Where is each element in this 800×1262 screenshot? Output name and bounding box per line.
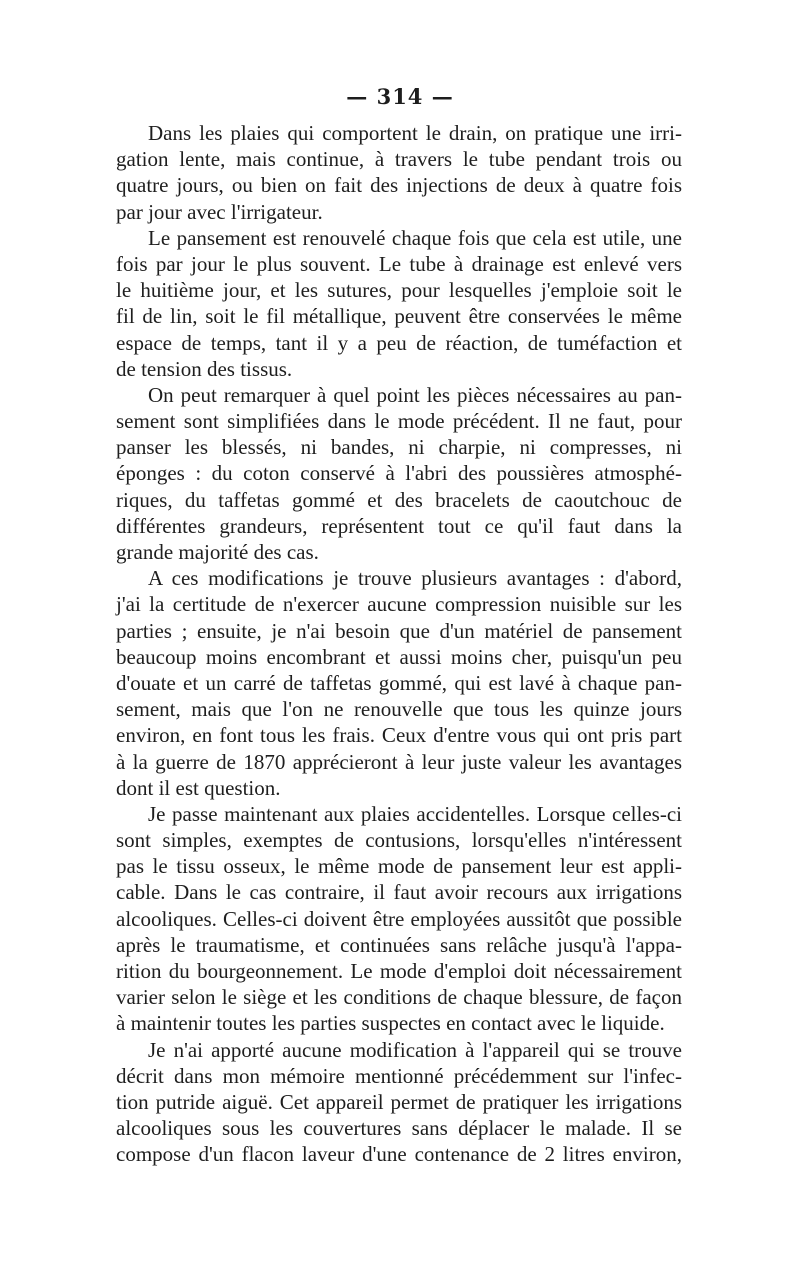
text-line: j'ai la certitude de n'exercer aucune compression nuisible sur les [116,592,682,617]
text-line: sement sont simplifiées dans le mode précédent. Il ne faut, pour [116,409,682,434]
text-line: cable. Dans le cas contraire, il faut avoir recours aux irrigations [116,880,682,905]
paragraph [116,565,682,801]
text-line: pas le tissu osseux, le même mode de pansement leur est appli- [116,854,682,879]
text-line: fil de lin, soit le fil métallique, peuvent être conservées le même [116,304,682,329]
paragraph [116,382,682,565]
text-line: grande majorité des cas. [116,540,319,564]
text-line: Je passe maintenant aux plaies accidentelles. Lorsque celles-ci [148,801,682,826]
text-line: panser les blessés, ni bandes, ni charpie, ni compresses, ni [116,435,682,460]
text-line: quatre jours, ou bien on fait des injections de deux à quatre fois [116,173,682,198]
text-line: Le pansement est renouvelé chaque fois que cela est utile, une [148,225,682,250]
paragraph [116,1037,682,1168]
paragraph [116,801,682,1037]
text-line: Dans les plaies qui comportent le drain, on pratique une irri- [148,121,682,145]
text-line: d'ouate et un carré de taffetas gommé, qui est lavé à chaque pan- [116,670,682,695]
text-line: tion putride aiguë. Cet appareil permet de pratiquer les irrigations [116,1089,682,1114]
text-line: compose d'un flacon laveur d'une contenance de 2 litres environ, [116,1142,682,1167]
text-line: de tension des tissus. [116,356,293,381]
text-line: éponges : du coton conservé à l'abri des poussières atmosphé- [116,461,682,486]
text-line: environ, en font tous les frais. Ceux d'entre vous qui ont pris part [116,723,682,748]
text-line: beaucoup moins encombrant et aussi moins cher, puisqu'un peu [116,644,682,669]
paragraph [116,120,682,225]
text-line: après le traumatisme, et continuées sans relâche jusqu'à l'appa- [116,932,682,957]
text-line: fois par jour le plus souvent. Le tube à drainage est enlevé vers [116,251,682,276]
text-line: décrit dans mon mémoire mentionné précédemment sur l'infec- [116,1063,682,1088]
page-number: — 314 — [346,84,454,109]
text-line: On peut remarquer à quel point les pièces nécessaires au pan- [148,382,682,407]
text-line: différentes grandeurs, représentent tout ce qu'il faut dans la [116,513,682,538]
text-line: à maintenir toutes les parties suspectes en contact avec le liquide. [116,1011,665,1036]
text-line: le huitième jour, et les sutures, pour lesquelles j'emploie soit le [116,278,682,303]
body-text [116,120,682,1168]
text-line: rition du bourgeonnement. Le mode d'emploi doit nécessairement [116,959,682,983]
text-line: riques, du taffetas gommé et des bracelets de caoutchouc de [116,487,682,512]
text-line: varier selon le siège et les conditions de chaque blessure, de façon [116,985,682,1010]
text-line: dont il est question. [116,775,281,800]
text-line: à la guerre de 1870 apprécieront à leur juste valeur les avantages [116,749,682,774]
text-line: gation lente, mais continue, à travers le tube pendant trois ou [116,147,682,172]
text-line: sont simples, exemptes de contusions, lorsqu'elles n'intéressent [116,828,682,853]
paragraph [116,225,682,382]
text-line: alcooliques. Celles-ci doivent être employées aussitôt que possible [116,906,682,931]
text-line: A ces modifications je trouve plusieurs avantages : d'abord, [148,566,682,591]
text-line: sement, mais que l'on ne renouvelle que tous les quinze jours [116,697,682,722]
text-line: par jour avec l'irrigateur. [116,199,323,224]
text-line: alcooliques sous les couvertures sans déplacer le malade. Il se [116,1116,682,1141]
text-line: parties ; ensuite, je n'ai besoin que d'un matériel de pansement [116,618,682,643]
text-line: espace de temps, tant il y a peu de réaction, de tuméfaction et [116,330,682,355]
text-line: Je n'ai apporté aucune modification à l'appareil qui se trouve [148,1037,682,1062]
